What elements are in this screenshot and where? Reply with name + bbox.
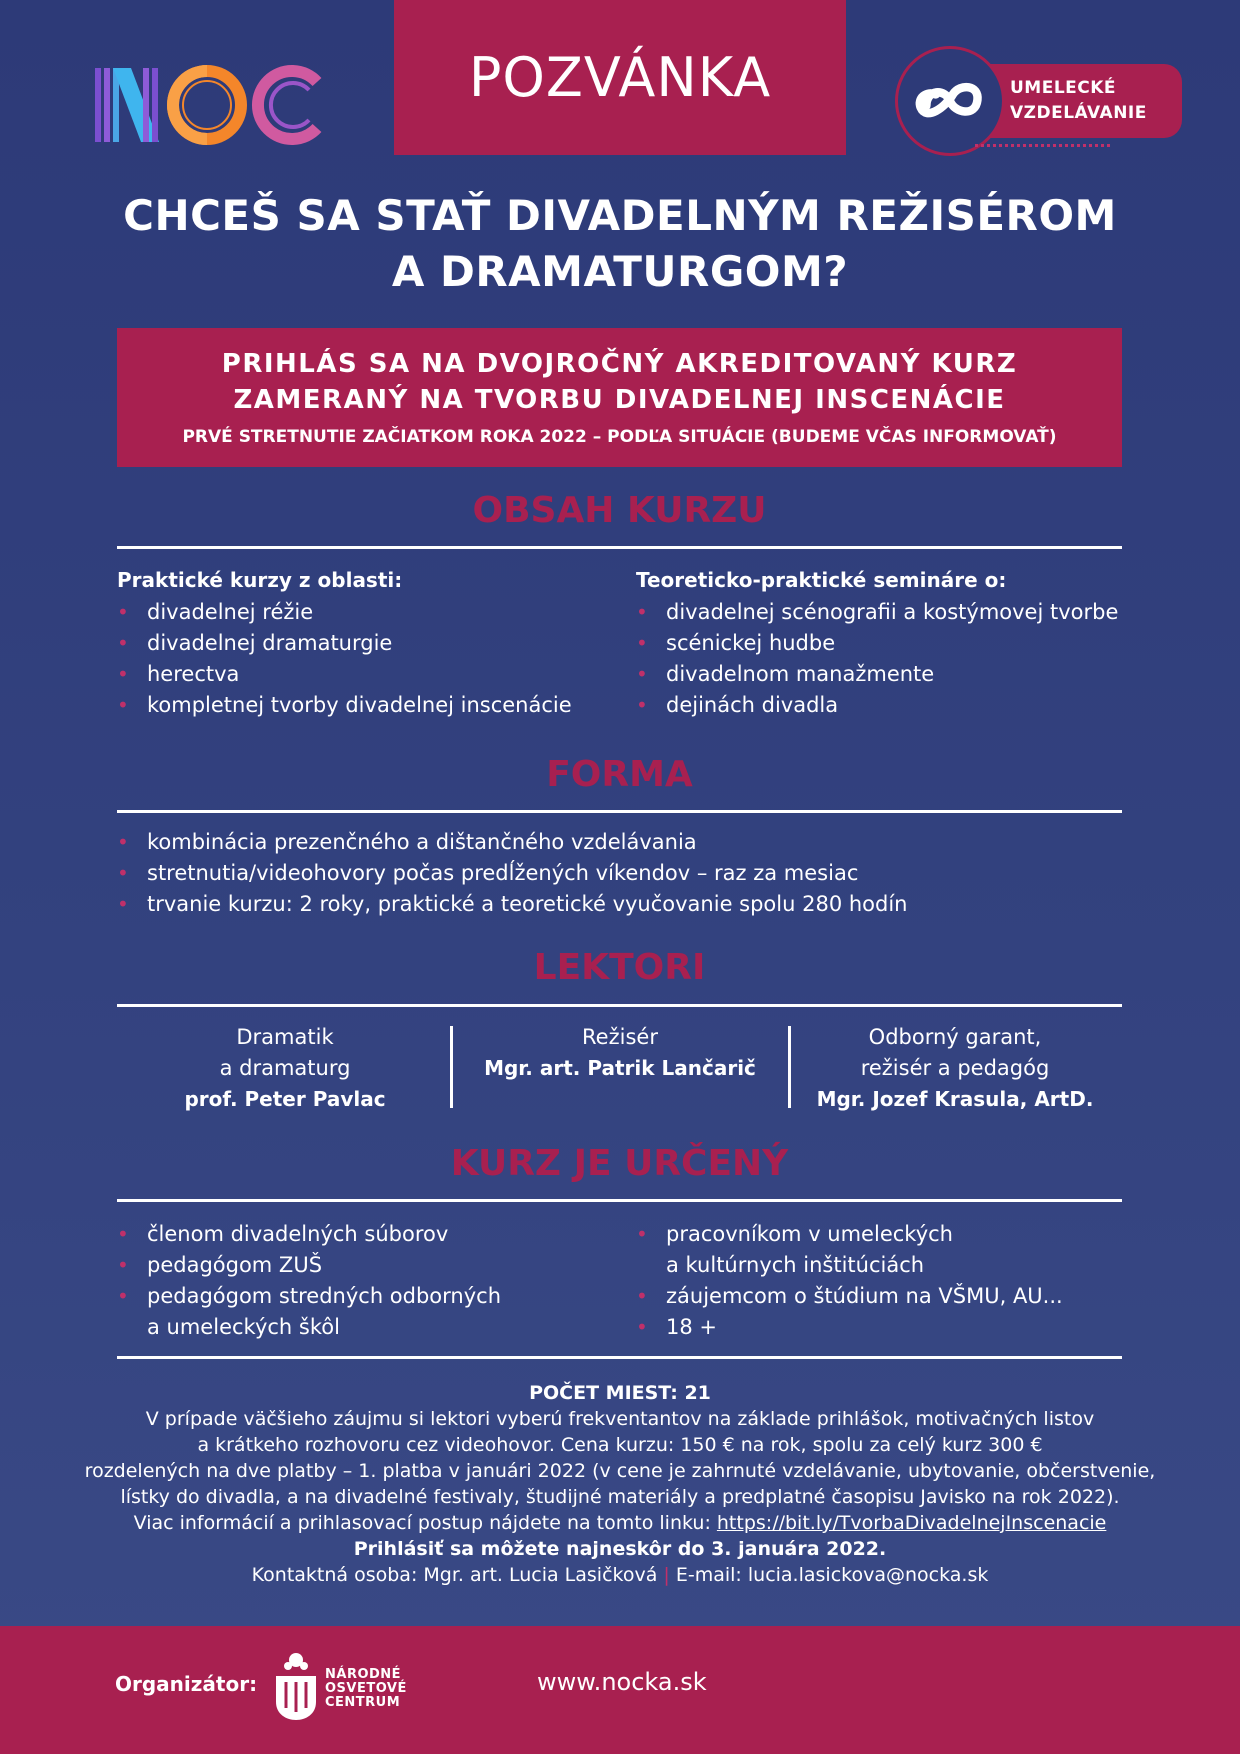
banner-line1: PRIHLÁS SA NA DVOJROČNÝ AKREDITOVANÝ KURZ bbox=[221, 349, 1018, 379]
lecturer-divider bbox=[450, 1026, 453, 1108]
lecturer-name: prof. Peter Pavlac bbox=[184, 1087, 386, 1111]
section-title-urceny: KURZ JE URČENÝ bbox=[450, 1143, 789, 1184]
audience-left-list bbox=[117, 1219, 637, 1343]
partner-dots bbox=[975, 144, 1110, 148]
seminars-heading: Teoreticko-praktické semináre o: bbox=[636, 568, 1007, 592]
list-item: • divadelnom manažmente bbox=[636, 659, 1156, 690]
list-item: • 18 + bbox=[636, 1312, 1156, 1343]
contact-separator: | bbox=[663, 1564, 670, 1586]
seminars-column bbox=[636, 563, 1156, 721]
info-paragraph: a krátkeho rozhovoru cez videohovor. Cena kurzu: 150 € na rok, spolu za celý kurz 300 € bbox=[197, 1434, 1043, 1456]
audience-right-column bbox=[636, 1219, 1156, 1343]
main-headline bbox=[80, 188, 1160, 300]
noc-logo bbox=[95, 62, 325, 148]
divider bbox=[117, 1199, 1122, 1202]
info-paragraph: rozdelených na dve platby – 1. platba v januári 2022 (v cene je zahrnuté vzdelávanie, ubytovanie, občerstvenie, bbox=[84, 1460, 1156, 1482]
list-item: • kombinácia prezenčného a dištančného vzdelávania bbox=[117, 827, 1122, 858]
list-item: • pedagógom stredných odborných bbox=[117, 1281, 637, 1312]
lecturer-role: režisér a pedagóg bbox=[860, 1056, 1050, 1080]
divider bbox=[117, 1004, 1122, 1007]
contact-email[interactable]: E-mail: lucia.lasickova@nocka.sk bbox=[675, 1564, 989, 1586]
lecturer-card bbox=[790, 1022, 1120, 1115]
practical-courses-list bbox=[117, 597, 637, 721]
lecturer-role: Odborný garant, bbox=[868, 1025, 1042, 1049]
organizer-name-line: OSVETOVÉ bbox=[325, 1681, 407, 1696]
organizer-name bbox=[325, 1668, 407, 1710]
divider bbox=[117, 810, 1122, 813]
divider bbox=[117, 1356, 1122, 1359]
list-item: • záujemcom o štúdium na VŠMU, AU... bbox=[636, 1281, 1156, 1312]
info-link-line bbox=[80, 1510, 1160, 1536]
banner-line2: ZAMERANÝ NA TVORBU DIVADELNEJ INSCENÁCIE bbox=[233, 385, 1006, 415]
website-link[interactable]: www.nocka.sk bbox=[537, 1668, 707, 1696]
divider bbox=[117, 546, 1122, 549]
lecturer-role: a dramaturg bbox=[219, 1056, 351, 1080]
partner-label-line1: UMELECKÉ bbox=[1010, 78, 1117, 98]
audience-left-column bbox=[117, 1219, 637, 1343]
lecturer-card bbox=[455, 1022, 785, 1084]
list-item: • divadelnej dramaturgie bbox=[117, 628, 637, 659]
list-item: • herectva bbox=[117, 659, 637, 690]
list-item: • stretnutia/videohovory počas predĺžených víkendov – raz za mesiac bbox=[117, 858, 1122, 889]
info-block bbox=[80, 1380, 1160, 1588]
lecturer-role: Režisér bbox=[582, 1025, 658, 1049]
course-banner bbox=[117, 328, 1122, 467]
organizer-label: Organizátor: bbox=[115, 1672, 258, 1696]
info-link-prefix: Viac informácií a prihlasovací postup nájdete na tomto linku: bbox=[133, 1512, 717, 1534]
lecturer-name: Mgr. Jozef Krasula, ArtD. bbox=[816, 1087, 1094, 1111]
list-item: • divadelnej réžie bbox=[117, 597, 637, 628]
lecturer-role: Dramatik bbox=[236, 1025, 334, 1049]
registration-link[interactable]: https://bit.ly/TvorbaDivadelnejInscenacie bbox=[716, 1512, 1107, 1534]
info-paragraph: V prípade väčšieho záujmu si lektori vyberú frekventantov na základe prihlášok, motivačných listov bbox=[145, 1408, 1095, 1430]
list-item: • scénickej hudbe bbox=[636, 628, 1156, 659]
info-paragraph: lístky do divadla, a na divadelné festivaly, študijné materiály a predplatné časopisu Javisko na rok 2022). bbox=[120, 1486, 1120, 1508]
infinity-icon bbox=[898, 49, 1002, 153]
list-item: • členom divadelných súborov bbox=[117, 1219, 637, 1250]
lecturer-card bbox=[120, 1022, 450, 1115]
contact-line bbox=[80, 1562, 1160, 1588]
deadline: Prihlásiť sa môžete najneskôr do 3. januára 2022. bbox=[353, 1538, 887, 1560]
banner-line3: PRVÉ STRETNUTIE ZAČIATKOM ROKA 2022 – PODĽA SITUÁCIE (BUDEME VČAS INFORMOVAŤ) bbox=[182, 427, 1057, 447]
headline-line2: A DRAMATURGOM? bbox=[391, 247, 849, 296]
list-item: • pedagógom ZUŠ bbox=[117, 1250, 637, 1281]
practical-courses-column bbox=[117, 563, 637, 721]
noc-emblem-icon bbox=[270, 1650, 322, 1722]
form-list bbox=[117, 827, 1122, 920]
list-item: • trvanie kurzu: 2 roky, praktické a teoretické vyučovanie spolu 280 hodín bbox=[117, 889, 1122, 920]
list-item-continuation: a umeleckých škôl bbox=[147, 1315, 340, 1339]
partner-logo-circle bbox=[895, 46, 1005, 156]
section-title-forma: FORMA bbox=[546, 754, 693, 795]
list-item: • pracovníkom v umeleckých bbox=[636, 1219, 1156, 1250]
form-column bbox=[117, 827, 1122, 920]
list-item: • dejinách divadla bbox=[636, 690, 1156, 721]
organizer-name-line: CENTRUM bbox=[325, 1695, 401, 1710]
lecturer-name: Mgr. art. Patrik Lančarič bbox=[484, 1056, 756, 1080]
list-item: • kompletnej tvorby divadelnej inscenácie bbox=[117, 690, 637, 721]
list-item: • divadelnej scénografii a kostýmovej tvorbe bbox=[636, 597, 1156, 628]
practical-courses-heading: Praktické kurzy z oblasti: bbox=[117, 568, 403, 592]
partner-label-line2: VZDELÁVANIE bbox=[1010, 103, 1147, 123]
seminars-list bbox=[636, 597, 1156, 721]
list-item-continuation: a kultúrnych inštitúciách bbox=[666, 1253, 925, 1277]
audience-right-list bbox=[636, 1219, 1156, 1343]
contact-person: Kontaktná osoba: Mgr. art. Lucia Lasičková bbox=[251, 1564, 658, 1586]
section-title-obsah: OBSAH KURZU bbox=[472, 490, 767, 531]
headline-line1: CHCEŠ SA STAŤ DIVADELNÝM REŽISÉROM bbox=[123, 191, 1117, 240]
section-title-lektori: LEKTORI bbox=[533, 947, 706, 988]
invitation-badge: POZVÁNKA bbox=[394, 0, 846, 155]
organizer-name-line: NÁRODNÉ bbox=[325, 1667, 402, 1682]
seat-count: POČET MIEST: 21 bbox=[529, 1382, 711, 1404]
